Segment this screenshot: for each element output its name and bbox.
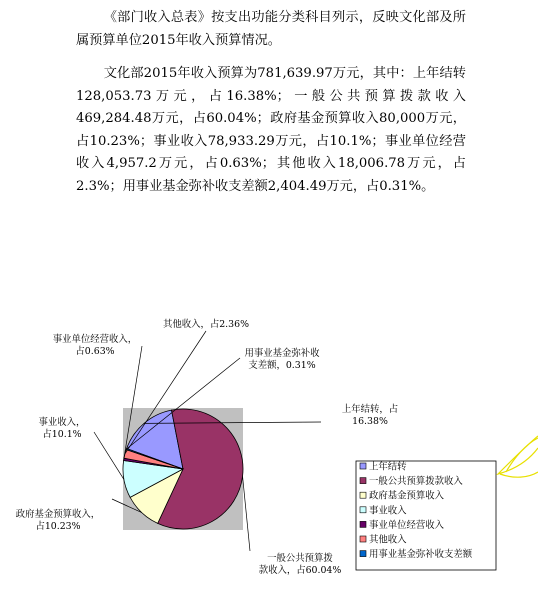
page-edge-scribble (498, 436, 538, 477)
legend-swatch-prior-year-carryover (360, 463, 366, 469)
legend-swatch-reserve-fund (360, 551, 366, 557)
data-label-prior-year-carryover: 上年结转，占 16.38% (341, 404, 399, 427)
data-label-other-income: 其他收入，占2.36% (162, 319, 250, 330)
legend-swatch-business-income (360, 507, 366, 513)
data-label-general-budget: 一般公共预算拨款收入，占60.04% (258, 553, 342, 576)
legend-swatch-operating-income (360, 521, 366, 527)
legend-swatch-gov-fund (360, 492, 366, 498)
legend-label-operating-income: 事业单位经营收入 (369, 519, 445, 531)
data-label-business-income: 事业收入，占10.1% (38, 417, 86, 440)
legend-label-prior-year-carryover: 上年结转 (369, 461, 407, 473)
data-label-gov-fund: 政府基金预算收入，占10.23% (15, 509, 101, 532)
legend-swatch-other-income (360, 536, 366, 542)
legend-label-gov-fund: 政府基金预算收入 (369, 490, 445, 502)
leader-line-business-income (94, 432, 124, 479)
intro-paragraph: 《部门收入总表》按支出功能分类科目列示，反映文化部及所属预算单位2015年收入预算情况。 (76, 10, 466, 48)
legend-label-business-income: 事业收入 (369, 505, 407, 517)
legend-label-general-budget: 一般公共预算拨款收入 (369, 476, 463, 488)
legend-label-reserve-fund: 用事业基金弥补收支差额 (369, 549, 473, 561)
summary-paragraph: 文化部2015年收入预算为781,639.97万元，其中：上年结转128,053.73万元，占16.38%；一般公共预算拨款收入469,284.48万元，占60.04%；政府基金预算收入80,000万元，占10.23%；事业收入78,933.29万元，占10.1%；事业单位经营收入4,957.2万元，占0.63%；其他收入18,006.78万元，占2.3%；用事业基金弥补收支差额2,404.49万元，占0.31%。 (76, 66, 466, 194)
leader-line-general-budget (243, 476, 250, 551)
legend-label-other-income: 其他收入 (369, 534, 407, 546)
data-label-reserve-fund: 用事业基金弥补收支差额，0.31% (244, 348, 320, 371)
legend (356, 461, 496, 571)
legend-swatch-general-budget (360, 478, 366, 484)
data-label-operating-income: 事业单位经营收入，占0.63% (52, 334, 138, 357)
